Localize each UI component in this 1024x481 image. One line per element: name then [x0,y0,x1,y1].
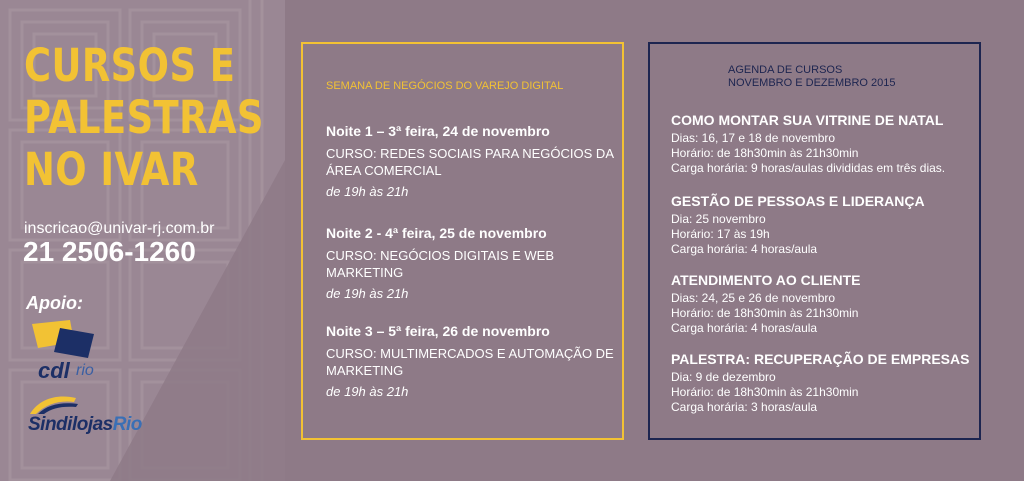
course-item [671,272,976,336]
night-item [326,323,616,399]
course-days: Dias: 24, 25 e 26 de novembro [671,291,836,305]
cdl-logo-text: cdl [38,358,70,383]
support-label: Apoio: [26,293,83,313]
course-workload: Carga horária: 4 horas/aula [671,242,818,256]
cdl-logo-rio-text: rio [76,362,94,379]
course-hours: Horário: de 18h30min às 21h30min [671,146,859,160]
sindilojas-swoosh-icon [28,392,178,416]
cdl-rio-logo [30,320,110,382]
page-title [24,40,264,196]
left-panel [0,0,285,481]
title-line-1: CURSOS E [24,39,236,92]
course-title: COMO MONTAR SUA VITRINE DE NATAL [671,112,944,128]
night-time: de 19h às 21h [326,384,409,399]
night-course: CURSO: REDES SOCIAIS PARA NEGÓCIOS DA ÁREA COMERCIAL [326,146,614,178]
night-course: CURSO: MULTIMERCADOS E AUTOMAÇÃO DE MARKETING [326,346,614,378]
night-time: de 19h às 21h [326,184,409,199]
night-item [326,225,616,301]
course-title: GESTÃO DE PESSOAS E LIDERANÇA [671,193,925,209]
course-hours: Horário: de 18h30min às 21h30min [671,306,859,320]
event-box [301,42,624,440]
agenda-heading-line-1: AGENDA DE CURSOS [728,64,843,76]
sindilojas-rio-text: Rio [112,414,142,435]
agenda-box [648,42,981,440]
course-workload: Carga horária: 3 horas/aula [671,400,818,414]
course-item [671,193,976,257]
course-title: ATENDIMENTO AO CLIENTE [671,272,861,288]
sindilojas-rio-logo [28,392,178,442]
event-heading: SEMANA DE NEGÓCIOS DO VAREJO DIGITAL [326,80,564,92]
night-title: Noite 1 – 3ª feira, 24 de novembro [326,123,550,139]
night-item [326,123,616,199]
sindilojas-main-text: Sindilojas [28,414,113,435]
night-title: Noite 2 - 4ª feira, 25 de novembro [326,225,547,241]
title-line-2: PALESTRAS [24,91,264,144]
night-time: de 19h às 21h [326,286,409,301]
sindilojas-logo-text [28,414,142,436]
course-item [671,351,976,415]
course-hours: Horário: de 18h30min às 21h30min [671,385,859,399]
course-days: Dia: 9 de dezembro [671,370,776,384]
course-title: PALESTRA: RECUPERAÇÃO DE EMPRESAS [671,351,970,367]
course-item [671,112,976,176]
night-course: CURSO: NEGÓCIOS DIGITAIS E WEB MARKETING [326,248,555,280]
course-workload: Carga horária: 4 horas/aula [671,321,818,335]
email-link[interactable]: inscricao@univar-rj.com.br [24,220,215,237]
course-days: Dias: 16, 17 e 18 de novembro [671,131,836,145]
agenda-heading [728,64,896,90]
cdl-flag-icon [30,320,110,360]
title-line-3: NO IVAR [24,143,199,196]
course-workload: Carga horária: 9 horas/aulas divididas em três dias. [671,161,946,175]
agenda-heading-line-2: NOVEMBRO E DEZEMBRO 2015 [728,77,896,89]
course-hours: Horário: 17 às 19h [671,227,770,241]
night-title: Noite 3 – 5ª feira, 26 de novembro [326,323,550,339]
phone-number[interactable]: 21 2506-1260 [23,236,196,267]
course-days: Dia: 25 novembro [671,212,766,226]
